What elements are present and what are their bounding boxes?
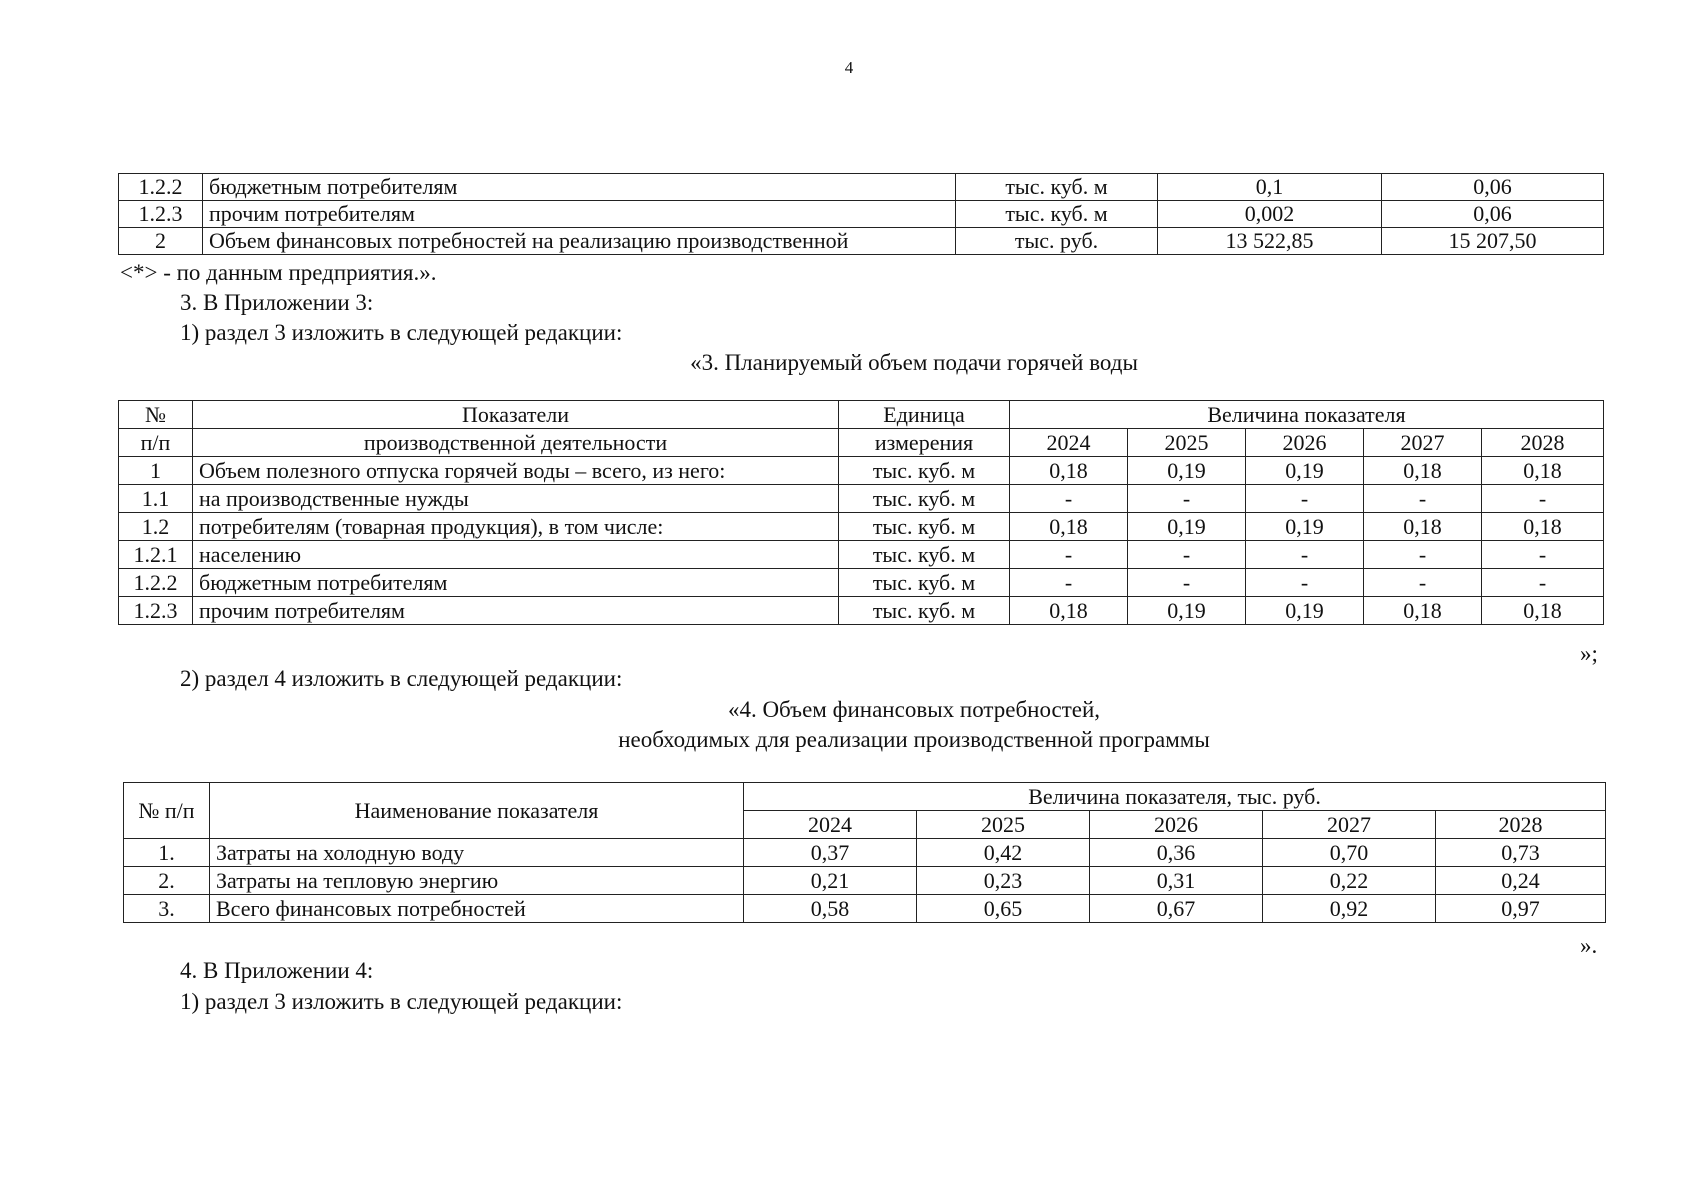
row-name: бюджетным потребителям [203, 174, 956, 201]
table-row [119, 201, 1604, 228]
row-value: 0,65 [917, 895, 1090, 923]
row-value: 0,58 [744, 895, 917, 923]
row-value: 0,18 [1482, 597, 1604, 625]
table-row [119, 513, 1604, 541]
row-value: 0,19 [1246, 513, 1364, 541]
row-value: - [1364, 485, 1482, 513]
row-number: 1.1 [119, 485, 193, 513]
header-num: № [119, 401, 193, 429]
table-row [119, 569, 1604, 597]
table-row [124, 839, 1606, 867]
row-value: - [1010, 541, 1128, 569]
table-row [119, 174, 1604, 201]
table-prev-body [119, 174, 1604, 255]
row-number: 1.2.1 [119, 541, 193, 569]
row-value: 0,19 [1128, 597, 1246, 625]
section4-title-line1: «4. Объем финансовых потребностей, [727, 697, 1101, 722]
row-value: 0,70 [1263, 839, 1436, 867]
footnote: <*> - по данным предприятия.». [120, 260, 437, 285]
table-header-row [119, 429, 1604, 457]
table-financial-needs [123, 782, 1606, 923]
table-fin-body [124, 783, 1606, 923]
header-value: Величина показателя [1010, 401, 1604, 429]
row-value: 0,97 [1436, 895, 1606, 923]
row-name: прочим потребителям [203, 201, 956, 228]
row-value: - [1128, 541, 1246, 569]
row-name: Всего финансовых потребностей [210, 895, 744, 923]
row-value: 0,18 [1010, 457, 1128, 485]
row-value: - [1364, 541, 1482, 569]
table-header-row [119, 401, 1604, 429]
row-value: 0,73 [1436, 839, 1606, 867]
row-value: 0,19 [1128, 457, 1246, 485]
row-value: 0,18 [1010, 513, 1128, 541]
header-num-2: п/п [119, 429, 193, 457]
table-row [124, 895, 1606, 923]
row-value: - [1010, 485, 1128, 513]
header-indicators-2: производственной деятельности [193, 429, 839, 457]
header-name: Наименование показателя [210, 783, 744, 839]
row-number: 1.2.2 [119, 569, 193, 597]
row-number: 1. [124, 839, 210, 867]
table-hw-body [119, 401, 1604, 625]
row-value: 0,19 [1246, 597, 1364, 625]
header-year: 2027 [1364, 429, 1482, 457]
row-name: Затраты на холодную воду [210, 839, 744, 867]
row-value: 0,18 [1010, 597, 1128, 625]
row-value: 0,18 [1364, 597, 1482, 625]
row-name: бюджетным потребителям [193, 569, 839, 597]
header-year: 2024 [744, 811, 917, 839]
row-name: прочим потребителям [193, 597, 839, 625]
header-year: 2028 [1436, 811, 1606, 839]
row-value: 0,23 [917, 867, 1090, 895]
paragraph-appendix-4-section-3: 1) раздел 3 изложить в следующей редакции: [180, 989, 623, 1014]
row-name: Затраты на тепловую энергию [210, 867, 744, 895]
row-unit: тыс. куб. м [839, 457, 1010, 485]
row-value: 0,18 [1482, 457, 1604, 485]
header-year: 2026 [1090, 811, 1263, 839]
paragraph-section-4-edit: 2) раздел 4 изложить в следующей редакции: [180, 666, 623, 691]
header-year: 2025 [1128, 429, 1246, 457]
section4-closing-quote: ». [1580, 933, 1598, 958]
row-value: - [1246, 485, 1364, 513]
header-year: 2025 [917, 811, 1090, 839]
row-value: 0,21 [744, 867, 917, 895]
row-value: 0,42 [917, 839, 1090, 867]
row-value: 0,002 [1158, 201, 1382, 228]
row-value: - [1482, 485, 1604, 513]
header-year: 2024 [1010, 429, 1128, 457]
row-number: 1.2.2 [119, 174, 203, 201]
row-value: 0,36 [1090, 839, 1263, 867]
row-value: 0,19 [1128, 513, 1246, 541]
row-unit: тыс. куб. м [839, 569, 1010, 597]
row-value: 0,1 [1158, 174, 1382, 201]
row-number: 2. [124, 867, 210, 895]
row-value: 0,18 [1364, 513, 1482, 541]
header-year: 2026 [1246, 429, 1364, 457]
row-value: - [1128, 485, 1246, 513]
row-unit: тыс. куб. м [839, 485, 1010, 513]
row-name: потребителям (товарная продукция), в том числе: [193, 513, 839, 541]
row-value: - [1128, 569, 1246, 597]
table-row [119, 541, 1604, 569]
header-num: № п/п [124, 783, 210, 839]
row-value: 0,22 [1263, 867, 1436, 895]
row-unit: тыс. куб. м [956, 201, 1158, 228]
row-value: 0,18 [1482, 513, 1604, 541]
section4-title-line2: необходимых для реализации производственной программы [618, 727, 1210, 752]
row-value: 0,67 [1090, 895, 1263, 923]
row-unit: тыс. куб. м [839, 513, 1010, 541]
page-number: 4 [844, 58, 854, 77]
row-number: 1.2 [119, 513, 193, 541]
header-year: 2027 [1263, 811, 1436, 839]
row-value: - [1482, 569, 1604, 597]
table-hot-water [118, 400, 1604, 625]
header-value: Величина показателя, тыс. руб. [744, 783, 1606, 811]
row-number: 1.2.3 [119, 201, 203, 228]
row-value: 0,19 [1246, 457, 1364, 485]
row-unit: тыс. руб. [956, 228, 1158, 255]
row-value: 0,92 [1263, 895, 1436, 923]
table-header-row [124, 783, 1606, 811]
row-value: 13 522,85 [1158, 228, 1382, 255]
header-unit-2: измерения [839, 429, 1010, 457]
header-year: 2028 [1482, 429, 1604, 457]
row-unit: тыс. куб. м [839, 541, 1010, 569]
table-row [119, 228, 1604, 255]
row-number: 3. [124, 895, 210, 923]
paragraph-section-3-edit: 1) раздел 3 изложить в следующей редакции: [180, 320, 623, 345]
row-name: на производственные нужды [193, 485, 839, 513]
row-value: - [1246, 541, 1364, 569]
table-row [124, 867, 1606, 895]
paragraph-appendix-4: 4. В Приложении 4: [180, 958, 374, 983]
row-number: 1 [119, 457, 193, 485]
row-value: 0,31 [1090, 867, 1263, 895]
row-value: 0,06 [1382, 174, 1604, 201]
row-value: 0,06 [1382, 201, 1604, 228]
row-value: - [1010, 569, 1128, 597]
section3-title: «3. Планируемый объем подачи горячей воды [690, 350, 1138, 375]
header-unit: Единица [839, 401, 1010, 429]
row-value: - [1364, 569, 1482, 597]
header-indicators: Показатели [193, 401, 839, 429]
table-row [119, 485, 1604, 513]
row-name: Объем финансовых потребностей на реализацию производственной [203, 228, 956, 255]
row-value: 0,37 [744, 839, 917, 867]
row-value: 0,24 [1436, 867, 1606, 895]
row-value: - [1482, 541, 1604, 569]
row-number: 2 [119, 228, 203, 255]
row-number: 1.2.3 [119, 597, 193, 625]
section3-closing-quote: »; [1580, 641, 1598, 666]
row-value: - [1246, 569, 1364, 597]
table-previous-continuation [118, 173, 1604, 255]
row-name: населению [193, 541, 839, 569]
row-unit: тыс. куб. м [839, 597, 1010, 625]
row-value: 15 207,50 [1382, 228, 1604, 255]
row-unit: тыс. куб. м [956, 174, 1158, 201]
row-value: 0,18 [1364, 457, 1482, 485]
table-row [119, 457, 1604, 485]
table-row [119, 597, 1604, 625]
row-name: Объем полезного отпуска горячей воды – всего, из него: [193, 457, 839, 485]
paragraph-appendix-3: 3. В Приложении 3: [180, 290, 374, 315]
